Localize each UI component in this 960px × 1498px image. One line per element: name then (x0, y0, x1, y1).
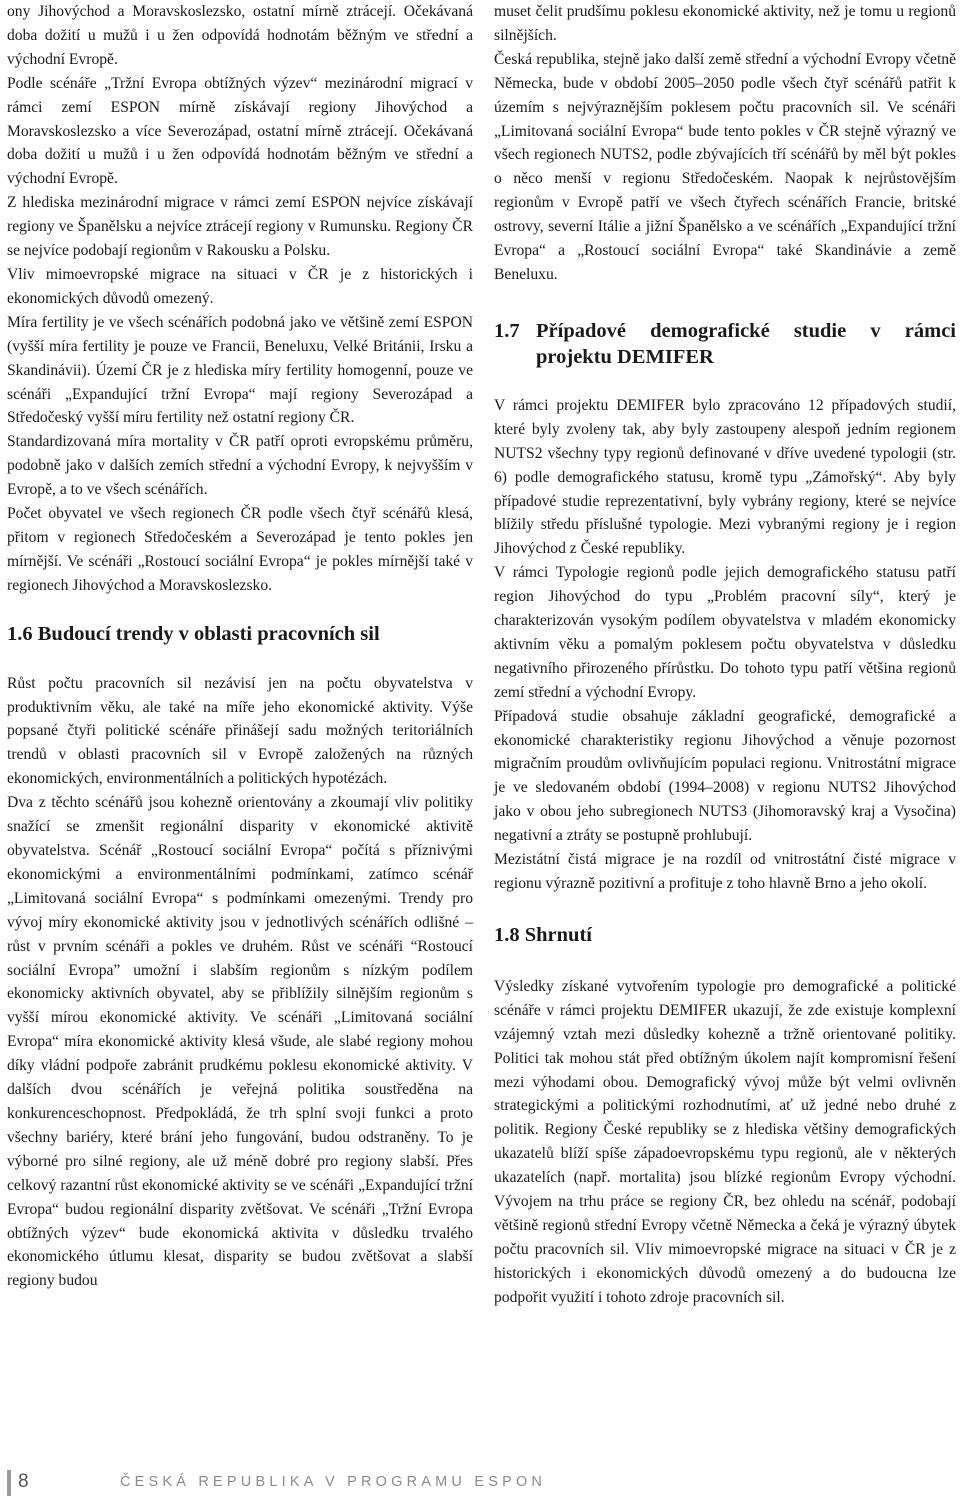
footer-bar (7, 1470, 11, 1496)
section-number: 1.7 (494, 319, 520, 342)
paragraph: Česká republika, stejně jako další země střední a východní Evropy včetně Německa, bude v období 2005–2050 podle všech čtyř scénářů patřit k územím s nejvýraznějším poklesem počtu pracovních sil. Ve scénáři „Limitovaná sociální Evropa“ bude tento pokles v ČR stejně výrazný ve všech regionech NUTS2, podle zbývajících tří scénářů by měl být pokles o něco menší v regionu Středočeském. Naopak k nejrůstovějším regionům v Evropě patří ve všech čtyřech scénářích Francie, britské ostrovy, severní Itálie a jižní Španělsko a ve scénářích „Expandující tržní Evropa“ a „Rostoucí sociální Evropa“ také Skandinávie a země Beneluxu. (494, 50, 956, 283)
paragraph: Počet obyvatel ve všech regionech ČR podle všech čtyř scénářů klesá, přitom v regionech Středočeském a Severozápad je tento pokles jen mírnější. Ve scénáři „Rostoucí sociální Evropa“ je pokles mírnější také v regionech Jihovýchod a Moravskoslezsko. (7, 505, 473, 594)
paragraph: V rámci projektu DEMIFER bylo zpracováno 12 případových studií, které byly zvoleny tak, aby byly zastoupeny alespoň jedním regionem NUTS2 všechny typy regionů definované v dříve uvedené typologii (str. 6) podle demografického statusu, kromě typu „Zámořský“. Aby byly případové studie reprezentativní, byly vybrány regiony, které se nejvíce blížily středu příslušné typologie. Mezi vybranými regiony je i region Jihovýchod z České republiky. (494, 396, 956, 558)
left-column (7, 0, 473, 1293)
right-column (494, 0, 956, 1310)
section-heading-1-8: 1.8 Shrnutí (494, 923, 592, 946)
page-number: 8 (18, 1471, 29, 1492)
paragraph: Vliv mimoevropské migrace na situaci v ČR je z historických i ekonomických důvodů omezený. (7, 265, 473, 307)
section-heading-1-7 (494, 318, 956, 370)
paragraph: Růst počtu pracovních sil nezávisí jen na počtu obyvatelstva v produktivním věku, ale také na míře jeho ekonomické aktivity. Výše popsané čtyři politické scénáře přinášejí sadu možných teritoriálních trendů v oblasti pracovních sil v Evropě založených na různých ekonomických, environmentálních a politických hypotézách. (7, 674, 473, 788)
paragraph: muset čelit prudšímu poklesu ekonomické aktivity, než je tomu u regionů silnějších. (494, 3, 956, 44)
paragraph: ony Jihovýchod a Moravskoslezsko, ostatní mírně ztrácejí. Očekávaná doba dožití u mužů i u žen odpovídá hodnotám běžným ve střední a východní Evropě. (7, 3, 473, 68)
publication-title: ČESKÁ REPUBLIKA V PROGRAMU ESPON (120, 1474, 547, 1490)
paragraph: V rámci Typologie regionů podle jejich demografického statusu patří region Jihovýchod do typu „Problém pracovní síly“, který je charakterizován vysokým podílem obyvatelstva v mladém ekonomicky aktivním věku a pomalým poklesem počtu obyvatelstva v důsledku negativního přirozeného přírůstku. Do tohoto typu patří většina regionů zemí střední a východní Evropy. (494, 564, 956, 701)
paragraph: Standardizovaná míra mortality v ČR patří oproti evropskému průměru, podobně jako v dalších zemích střední a východní Evropy, k nejvyšším v Evropě, a to ve všech scénářích. (7, 433, 473, 499)
section-heading-1-6: 1.6 Budoucí trendy v oblasti pracovních sil (7, 622, 380, 645)
page-footer (0, 1466, 960, 1498)
paragraph: Míra fertility je ve všech scénářích podobná jako ve většině zemí ESPON (vyšší míra fertility je pouze ve Francii, Beneluxu, Velké Británii, Irsku a Skandinávii). Území ČR je z hlediska míry fertility homogenní, pouze ve scénáři „Expandující tržní Evropa“ mají regiony Severozápad a Středočeský vyšší míru fertility než ostatní regiony ČR. (7, 313, 473, 427)
paragraph: Případová studie obsahuje základní geografické, demografické a ekonomické charakteristiky regionu Jihovýchod a věnuje pozornost migračním proudům ovlivňujícím populaci regionu. Vnitrostátní migrace je ve sledovaném období (1994–2008) v regionu NUTS2 Jihovýchod jako v obou jeho subregionech NUTS3 (Jihomoravský kraj a Vysočina) negativní a ztráty se postupně prohlubují. (494, 707, 956, 845)
paragraph: Podle scénáře „Tržní Evropa obtížných výzev“ mezinárodní migrací v rámci zemí ESPON mírně získávají regiony Jihovýchod a Moravskoslezsko a více Severozápad, ostatní mírně ztrácejí. Očekávaná doba dožití u mužů i u žen odpovídá hodnotám běžným ve střední a východní Evropě. (7, 74, 473, 188)
paragraph: Mezistátní čistá migrace je na rozdíl od vnitrostátní čisté migrace v regionu výrazně pozitivní a profituje z toho hlavně Brno a jeho okolí. (494, 851, 956, 892)
paragraph: Z hlediska mezinárodní migrace v rámci zemí ESPON nejvíce získávají regiony ve Španělsku a nejvíce ztrácejí regiony v Rumunsku. Regiony ČR se nejvíce podobají regionům v Rakousku a Polsku. (7, 194, 473, 260)
section-title: Případové demografické studie v rámci projektu DEMIFER (536, 319, 956, 368)
paragraph: Výsledky získané vytvořením typologie pro demografické a politické scénáře v rámci projektu DEMIFER ukazují, že zde existuje komplexní vzájemný vztah mezi důsledky kohezně a tržně orientované politiky. Politici tak mohou stát před obtížným úkolem najít kompromisní řešení mezi výhodami obou. Demografický vývoj může být velmi ovlivněn strategickými a politickými rozhodnutími, ať už jedné nebo druhé z politik. Regiony České republiky se z hlediska většiny demografických ukazatelů blíží spíše západoevropskému typu regionů, ale v některých ukazatelích (např. mortalita) jsou blízké regionům Evropy východní. Vývojem na trhu práce se regiony ČR, bez ohledu na scénář, podobají většině regionů střední Evropy včetně Německa a čeká je výrazný úbytek počtu pracovních sil. Vliv mimoevropské migrace na situaci v ČR je z historických i ekonomických důvodů omezený a do budoucna lze podpořit využití i tohoto zdroje pracovních sil. (494, 977, 956, 1306)
paragraph: Dva z těchto scénářů jsou kohezně orientovány a zkoumají vliv politiky snažící se zmenšit regionální disparity v ekonomické aktivitě obyvatelstva. Scénář „Rostoucí sociální Evropa“ počítá s příznivými ekonomickými a environmentálními podmínkami, zatímco scénář „Limitovaná sociální Evropa“ s podmínkami omezenými. Trendy pro vývoj míry ekonomické aktivity jsou v jednotlivých scénářích odlišné – růst v prvním scénáři a pokles ve druhém. Růst ve scénáři “Rostoucí sociální Evropa” umožní i slabším regionům s nízkým podílem ekonomicky aktivních obyvatel, aby se přiblížily silnějším regionům s vyšší mírou ekonomické aktivity. Ve scénáři „Limitovaná sociální Evropa“ míra ekonomické aktivity klesá všude, ale slabé regiony mohou díky vládní podpoře zabránit prudkému poklesu ekonomické aktivity. V dalších dvou scénářích je veřejná politika soustředěna na konkurenceschopnost. Předpokládá, že trh splní svoji funkci a proto všechny bariéry, které brání jeho fungování, budou odstraněny. To je výborné pro silné regiony, ale už méně dobré pro regiony slabší. Přes celkový razantní růst ekonomické aktivity se ve scénáři „Expandující tržní Evropa“ budou regionální disparity zvětšovat. Ve scénáři „Tržní Evropa obtížných výzev“ bude ekonomická aktivita v důsledku trvalého ekonomického útlumu klesat, disparity se budou zvětšovat a slabší regiony budou (7, 794, 473, 1290)
